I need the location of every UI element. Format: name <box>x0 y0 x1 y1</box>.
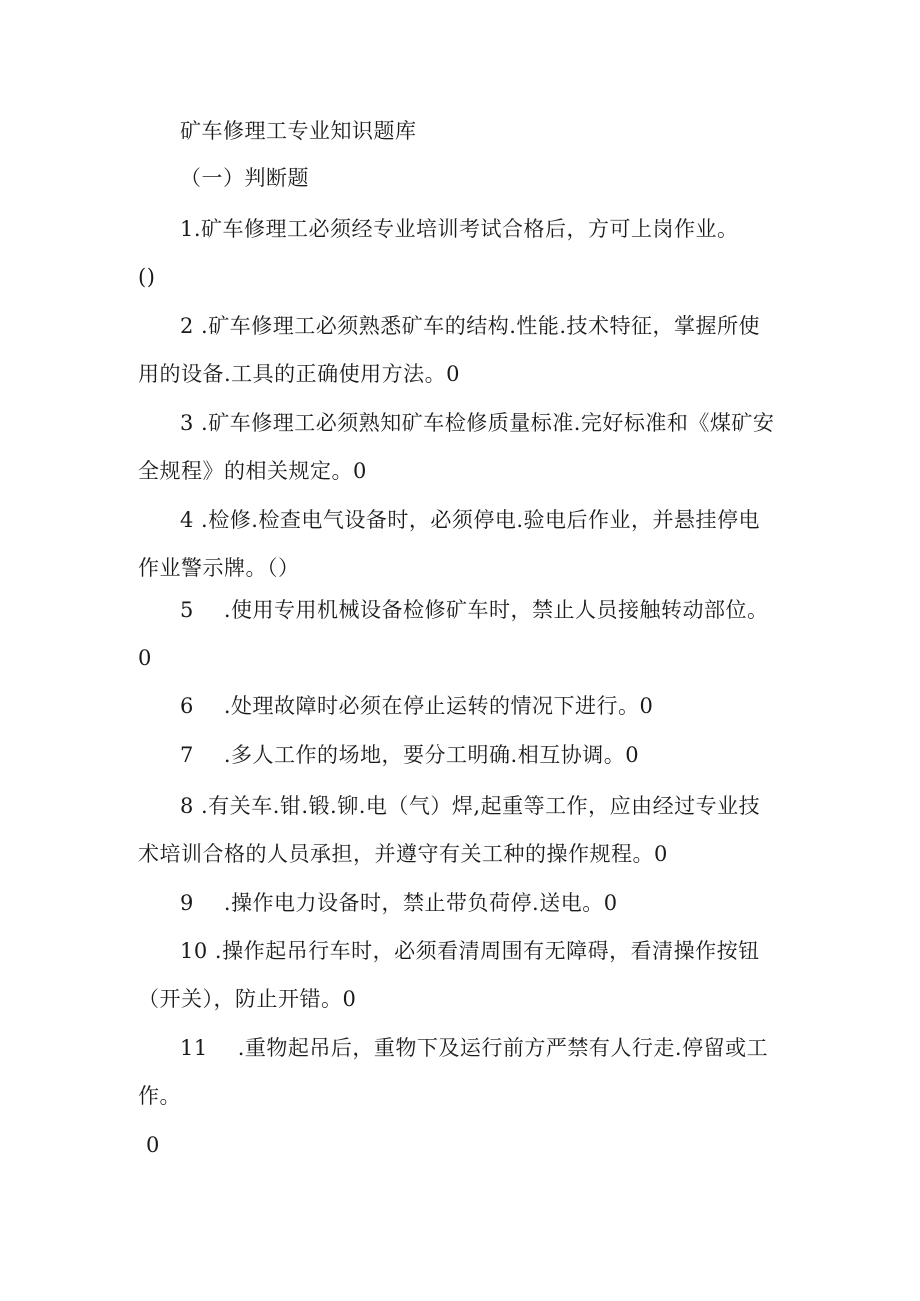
document-title: 矿车修理工专业知识题库 <box>180 119 417 143</box>
question-11-text: .重物起吊后，重物下及运行前方严禁有人行走.停留或工 <box>237 1036 769 1060</box>
question-5-line-2: 0 <box>138 646 152 670</box>
question-10-line-1: 10 .操作起吊行车时，必须看清周围有无障碍，看清操作按钮 <box>180 939 760 963</box>
question-11-line-3: 0 <box>146 1133 160 1157</box>
question-5-line-1 <box>180 596 769 624</box>
question-9-number: 9 <box>180 891 194 915</box>
question-6-text: .处理故障时必须在停止运转的情况下进行。0 <box>223 694 654 718</box>
question-2-line-2: 用的设备.工具的正确使用方法。0 <box>138 362 461 386</box>
question-11-number: 11 <box>180 1036 208 1060</box>
question-3-line-1: 3 .矿车修理工必须熟知矿车检修质量标准.完好标准和《煤矿安 <box>180 411 775 435</box>
question-3-line-2: 全规程》的相关规定。0 <box>138 459 367 483</box>
question-4-line-1: 4 .检修.检查电气设备时，必须停电.验电后作业，并悬挂停电 <box>180 508 761 532</box>
question-6 <box>180 692 653 720</box>
question-6-number: 6 <box>180 694 194 718</box>
question-8-line-2: 术培训合格的人员承担，并遵守有关工种的操作规程。0 <box>138 842 668 866</box>
question-5-number: 5 <box>180 598 194 622</box>
question-7 <box>180 741 639 769</box>
question-1-line-2: () <box>138 265 156 289</box>
question-11-line-2: 作。 <box>138 1084 181 1108</box>
question-4-line-2: 作业警示牌。（） <box>138 556 300 580</box>
question-1-line-1: 1.矿车修理工必须经专业培训考试合格后，方可上岗作业。 <box>180 217 739 241</box>
section-heading: （一）判断题 <box>180 166 309 190</box>
question-5-text: .使用专用机械设备检修矿车时，禁止人员接触转动部位。 <box>223 598 769 622</box>
question-8-line-1: 8 .有关车.钳.锻.铆.电（气）焊,起重等工作，应由经过专业技 <box>180 794 761 818</box>
question-10-line-2: （开关），防止开错。0 <box>138 987 357 1011</box>
question-7-number: 7 <box>180 743 194 767</box>
question-9 <box>180 889 618 917</box>
question-11-line-1 <box>180 1034 768 1062</box>
question-9-text: .操作电力设备时，禁止带负荷停.送电。0 <box>223 891 618 915</box>
question-7-text: .多人工作的场地，要分工明确.相互协调。0 <box>223 743 640 767</box>
question-2-line-1: 2 .矿车修理工必须熟悉矿车的结构.性能.技术特征，掌握所使 <box>180 314 761 338</box>
